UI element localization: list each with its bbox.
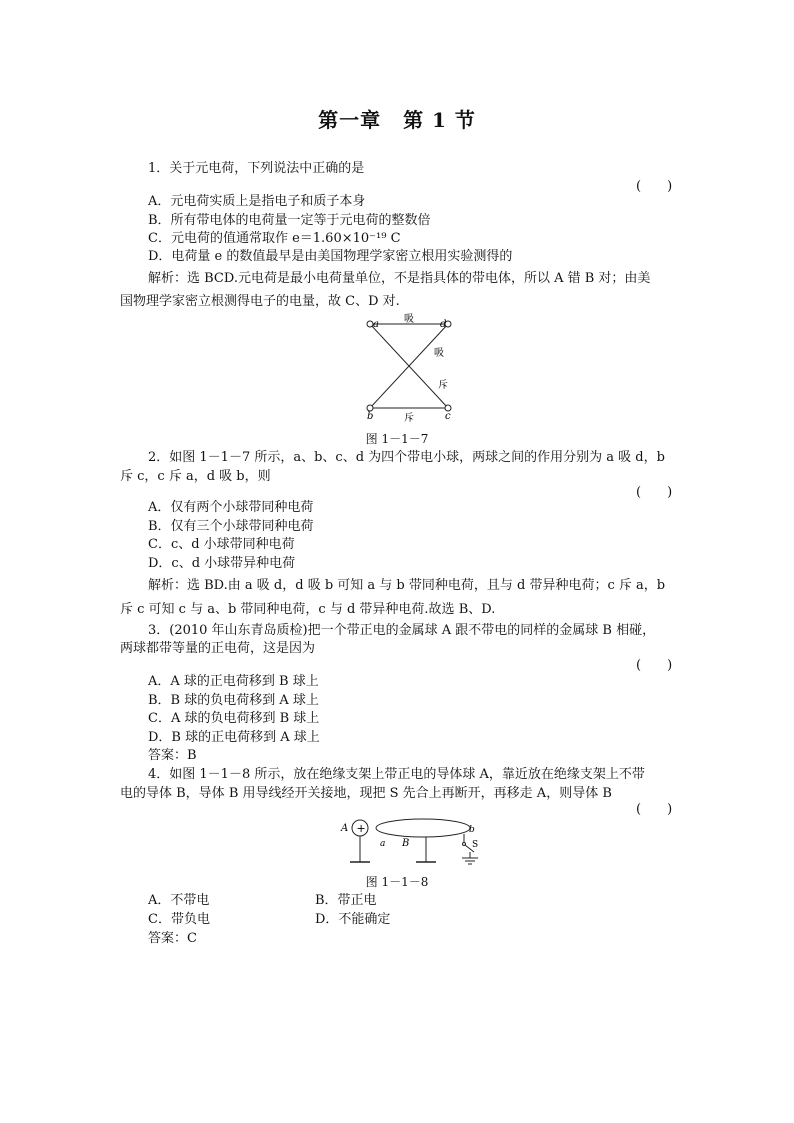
fig8-plus-sign: + bbox=[356, 822, 366, 835]
fig7-label-diag-attract: 吸 bbox=[434, 348, 444, 359]
fig7-label-bottom-repel: 斥 bbox=[404, 413, 414, 424]
fig8-conductor-B bbox=[376, 819, 470, 837]
q2-stem-line-2: 斥 c，c 斥 a，d 吸 b，则 bbox=[120, 469, 271, 484]
fig7-label-a: a bbox=[373, 319, 379, 330]
q3-answer: 答案：B bbox=[148, 748, 197, 763]
q3-option-a: A．A 球的正电荷移到 B 球上 bbox=[148, 674, 319, 689]
q2-option-b: B．仅有三个小球带同种电荷 bbox=[148, 519, 314, 534]
q2-answer-bracket: ( ) bbox=[636, 485, 673, 500]
figure-1-1-7 bbox=[362, 316, 472, 426]
q4-answer-bracket: ( ) bbox=[636, 802, 673, 817]
q3-stem-line-2: 两球都带等量的正电荷，这是因为 bbox=[120, 641, 316, 656]
q4-option-c: C．带负电 bbox=[148, 912, 210, 927]
q4-stem-line-2: 电的导体 B，导体 B 用导线经开关接地，现把 S 先合上再断开，再移走 A，则导体 B bbox=[120, 786, 612, 801]
q1-answer-bracket: ( ) bbox=[636, 179, 673, 194]
q2-option-a: A．仅有两个小球带同种电荷 bbox=[148, 500, 314, 515]
fig8-caption: 图 1－1－8 bbox=[365, 875, 429, 889]
q1-option-b: B．所有带电体的电荷量一定等于元电荷的整数倍 bbox=[148, 213, 431, 228]
q2-analysis-line-1: 解析：选 BD.由 a 吸 d，d 吸 b 可知 a 与 b 带同种电荷，且与 d 带异种电荷；c 斥 a，b bbox=[148, 578, 666, 593]
fig8-label-a: a bbox=[380, 839, 386, 849]
q4-option-d: D．不能确定 bbox=[315, 912, 391, 927]
section-label: 第 1 节 bbox=[403, 108, 476, 132]
q1-analysis-line-1: 解析：选 BCD.元电荷是最小电荷量单位，不是指具体的带电体，所以 A 错 B 对；由美 bbox=[148, 271, 651, 286]
fig8-label-A: A bbox=[341, 823, 349, 834]
fig7-label-top-attract: 吸 bbox=[404, 314, 414, 325]
q4-option-b: B．带正电 bbox=[315, 893, 377, 908]
fig8-label-b: b bbox=[469, 825, 475, 835]
figure-1-1-8 bbox=[334, 812, 484, 872]
q4-answer: 答案：C bbox=[148, 931, 197, 946]
q1-option-d: D．电荷量 e 的数值最早是由美国物理学家密立根用实验测得的 bbox=[148, 249, 513, 264]
q1-option-c: C．元电荷的值通常取作 e＝1.60×10⁻¹⁹ C bbox=[148, 231, 401, 246]
q4-option-a: A．不带电 bbox=[148, 893, 210, 908]
q3-option-d: D．B 球的正电荷移到 A 球上 bbox=[148, 730, 320, 745]
fig7-label-right-repel: 斥 bbox=[438, 380, 448, 391]
fig7-label-c: c bbox=[445, 411, 451, 422]
q3-answer-bracket: ( ) bbox=[636, 658, 673, 673]
fig8-label-B: B bbox=[402, 838, 410, 849]
q3-option-c: C．A 球的负电荷移到 B 球上 bbox=[148, 711, 320, 726]
chapter-label: 第一章 bbox=[318, 108, 382, 132]
q1-stem: 1．关于元电荷，下列说法中正确的是 bbox=[148, 161, 365, 176]
fig7-label-d: d bbox=[440, 319, 447, 330]
q2-option-c: C．c、d 小球带同种电荷 bbox=[148, 537, 295, 552]
q2-stem-line-1: 2．如图 1－1－7 所示，a、b、c、d 为四个带电小球，两球之间的作用分别为 a 吸 d，b bbox=[148, 450, 665, 465]
page-title bbox=[0, 104, 794, 133]
q1-analysis-line-2: 国物理学家密立根测得电子的电量，故 C、D 对. bbox=[120, 294, 400, 309]
q3-option-b: B．B 球的负电荷移到 A 球上 bbox=[148, 693, 319, 708]
q4-stem-line-1: 4．如图 1－1－8 所示，放在绝缘支架上带正电的导体球 A，靠近放在绝缘支架上不带 bbox=[148, 767, 645, 782]
q1-option-a: A．元电荷实质上是指电子和质子本身 bbox=[148, 194, 366, 209]
fig7-caption: 图 1－1－7 bbox=[365, 432, 429, 446]
fig8-label-S: S bbox=[472, 840, 479, 850]
fig7-label-b: b bbox=[367, 411, 374, 422]
q2-option-d: D．c、d 小球带异种电荷 bbox=[148, 556, 296, 571]
q3-stem-line-1: 3．(2010 年山东青岛质检)把一个带正电的金属球 A 跟不带电的同样的金属球 B 相碰， bbox=[148, 623, 656, 638]
q2-analysis-line-2: 斥 c 可知 c 与 a、b 带同种电荷，c 与 d 带异种电荷.故选 B、D. bbox=[120, 602, 496, 617]
